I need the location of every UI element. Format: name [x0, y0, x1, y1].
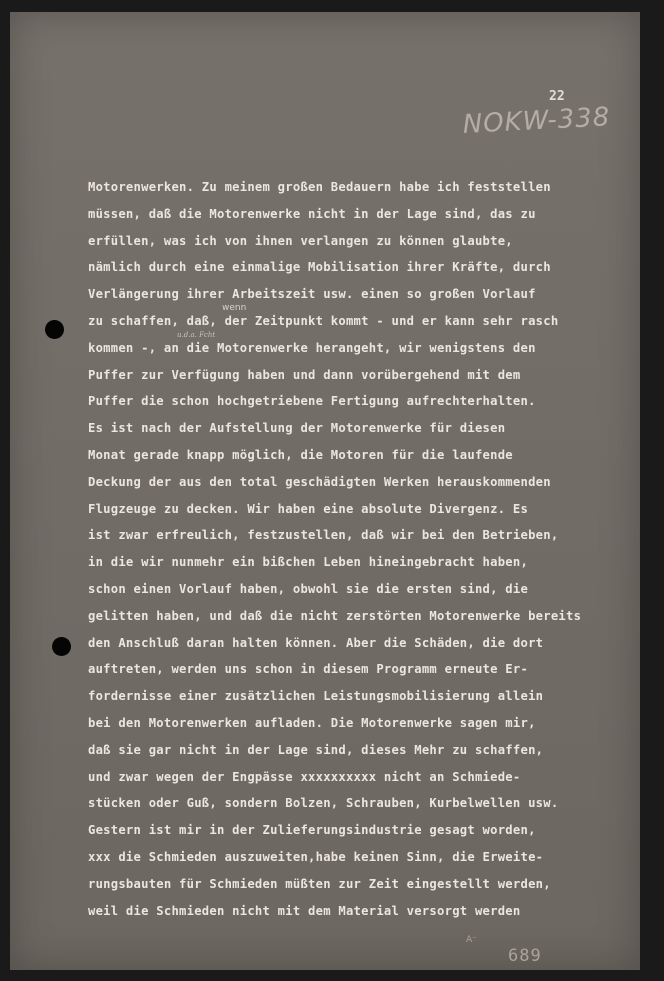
text-line: Puffer zur Verfügung haben und dann vorübergehend mit dem — [88, 367, 521, 382]
text-line: Deckung der aus den total geschädigten Werken herauskommenden — [88, 474, 551, 489]
text-line: stücken oder Guß, sondern Bolzen, Schrauben, Kurbelwellen usw. — [88, 796, 559, 811]
text-line: rungsbauten für Schmieden müßten zur Zeit eingestellt werden, — [88, 876, 551, 891]
typed-body-text — [88, 174, 628, 924]
folio-number: 689 — [508, 946, 542, 966]
text-line: schon einen Vorlauf haben, obwohl sie die ersten sind, die — [88, 581, 529, 596]
text-line: fordernisse einer zusätzlichen Leistungsmobilisierung allein — [88, 689, 544, 704]
text-line: bei den Motorenwerken aufladen. Die Motorenwerke sagen mir, — [88, 715, 536, 730]
text-line: kommen -, an die Motorenwerke herangeht, wir wenigstens den — [88, 340, 536, 355]
text-line: weil die Schmieden nicht mit dem Material versorgt werden — [88, 903, 521, 918]
text-line: auftreten, werden uns schon in diesem Programm erneute Er- — [88, 662, 529, 677]
text-line: gelitten haben, und daß die nicht zerstörten Motorenwerke bereits — [88, 608, 582, 623]
punch-hole-bottom — [52, 637, 71, 656]
text-line: und zwar wegen der Engpässe xxxxxxxxxx nicht an Schmiede- — [88, 769, 521, 784]
text-line: ist zwar erfreulich, festzustellen, daß wir bei den Betrieben, — [88, 528, 559, 543]
punch-hole-top — [45, 320, 64, 339]
archive-handwritten-mark: NOKW-338 — [462, 102, 612, 140]
text-line: Es ist nach der Aufstellung der Motorenwerke für diesen — [88, 421, 506, 436]
text-line: daß sie gar nicht in der Lage sind, dieses Mehr zu schaffen, — [88, 742, 544, 757]
text-line: Monat gerade knapp möglich, die Motoren für die laufende — [88, 447, 513, 462]
page-number: 22 — [549, 89, 565, 104]
handwritten-insertion: u.d.a. Fcht — [177, 331, 216, 339]
text-line: Motorenwerken. Zu meinem großen Bedauern habe ich feststellen — [88, 180, 551, 194]
text-line: Gestern ist mir in der Zulieferungsindustrie gesagt worden, — [88, 823, 536, 838]
footer-pencil-mark: A⁻ — [466, 935, 477, 945]
interlinear-insertion: wenn — [222, 303, 247, 313]
text-line: in die wir nunmehr ein bißchen Leben hineingebracht haben, — [88, 555, 529, 570]
text-line: Flugzeuge zu decken. Wir haben eine absolute Divergenz. Es — [88, 501, 529, 516]
text-line: Puffer die schon hochgetriebene Fertigung aufrechterhalten. — [88, 394, 536, 409]
text-line: xxx die Schmieden auszuweiten,habe keinen Sinn, die Erweite- — [88, 849, 544, 864]
text-line: müssen, daß die Motorenwerke nicht in der Lage sind, das zu — [88, 206, 536, 221]
text-line: nämlich durch eine einmalige Mobilisation ihrer Kräfte, durch — [88, 260, 551, 275]
text-line: zu schaffen, daß, der Zeitpunkt kommt - und er kann sehr rasch — [88, 313, 559, 328]
text-line: erfüllen, was ich von ihnen verlangen zu können glaubte, — [88, 233, 513, 248]
text-line: Verlängerung ihrer Arbeitszeit usw. einen so großen Vorlauf — [88, 287, 536, 302]
text-line: den Anschluß daran halten können. Aber die Schäden, die dort — [88, 635, 544, 650]
